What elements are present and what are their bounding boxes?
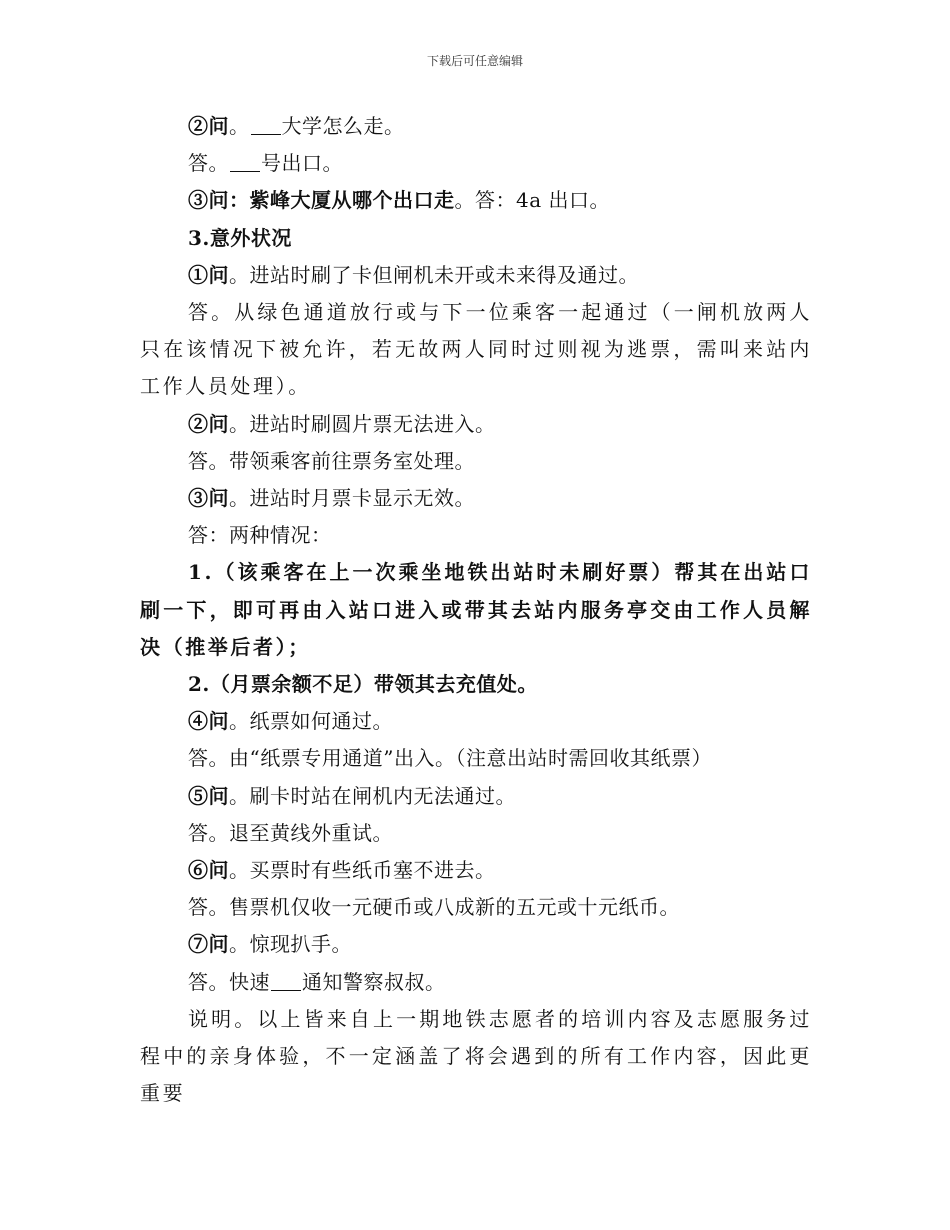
- item-number: ③: [188, 188, 209, 213]
- answer-line: 2.（月票余额不足）带领其去充值处。: [188, 672, 538, 697]
- answer-paragraph: 答。从绿色通道放行或与下一位乘客一起通过（一闸机放两人只在该情况下被允许，若无故两人同时过则视为逃票，需叫来站内工作人员处理）。: [140, 300, 812, 399]
- fill-blank: [230, 153, 260, 172]
- question-label: 问: [208, 858, 229, 883]
- answer-line: [140, 145, 812, 182]
- question-line: [140, 926, 812, 963]
- question-line: [140, 257, 812, 294]
- text: 。买票时有些纸币塞不进去。: [229, 858, 496, 883]
- item-number: ②: [188, 411, 209, 436]
- item-number: ⑤: [188, 783, 209, 808]
- answer-line: 答。带领乘客前往票务室处理。: [188, 448, 475, 473]
- page-header: 下载后可任意编辑: [426, 54, 523, 68]
- text: 。进站时刷了卡但闸机未开或未来得及通过。: [229, 262, 639, 287]
- text: 大学怎么走。: [281, 114, 405, 138]
- text: 答。: [188, 151, 229, 176]
- answer-paragraph: 1.（该乘客在上一次乘坐地铁出站时未刷好票）帮其在出站口刷一下，即可再由入站口进入或带其去站内服务亭交由工作人员解决（推举后者）；: [140, 560, 812, 659]
- text: 。纸票如何通过。: [229, 709, 393, 734]
- item-number: ③: [188, 486, 209, 511]
- fill-blank: [251, 116, 281, 135]
- section-heading: 3.意外状况: [188, 225, 292, 250]
- question-line: [140, 852, 812, 889]
- text: 。惊现扒手。: [229, 932, 352, 957]
- question-line: [140, 480, 812, 517]
- question-label: 问: [208, 411, 229, 436]
- item-number: ②: [188, 114, 209, 138]
- text: 。: [229, 114, 250, 138]
- question-line: [140, 108, 812, 145]
- text: 答。快速: [188, 969, 270, 994]
- item-number: ①: [188, 262, 209, 287]
- question-line: [140, 182, 812, 219]
- question-text: 问：紫峰大厦从哪个出口走: [208, 188, 455, 213]
- text: 。进站时月票卡显示无效。: [229, 486, 475, 511]
- item-number: ⑥: [188, 858, 209, 883]
- note-paragraph: 说明。以上皆来自上一期地铁志愿者的培训内容及志愿服务过程中的亲身体验，不一定涵盖了将会遇到的所有工作内容，因此更重要: [140, 1006, 812, 1106]
- text: 。进站时刷圆片票无法进入。: [229, 411, 496, 436]
- question-label: 问: [208, 783, 229, 808]
- text: 号出口。: [261, 151, 343, 176]
- answer-line: 答。由“纸票专用通道”出入。（注意出站时需回收其纸票）: [188, 746, 712, 771]
- question-line: [140, 406, 812, 443]
- answer-line: 答：两种情况：: [188, 523, 332, 548]
- question-label: 问: [208, 932, 229, 957]
- question-label: 问: [208, 486, 229, 511]
- item-number: ④: [188, 709, 209, 734]
- question-line: [140, 703, 812, 740]
- question-label: 问: [208, 262, 229, 287]
- question-label: 问: [208, 114, 229, 138]
- fill-blank: [271, 972, 301, 991]
- answer-line: 答。售票机仅收一元硬币或八成新的五元或十元纸币。: [188, 895, 680, 920]
- text: 。刷卡时站在闸机内无法通过。: [229, 783, 516, 808]
- answer-line: [140, 964, 812, 1001]
- text: 通知警察叔叔。: [302, 969, 446, 994]
- document-body: [140, 108, 812, 1112]
- answer-text: 。答：4a 出口。: [454, 188, 611, 213]
- answer-line: 答。退至黄线外重试。: [188, 820, 393, 845]
- item-number: ⑦: [188, 932, 209, 957]
- question-line: [140, 778, 812, 815]
- question-label: 问: [208, 709, 229, 734]
